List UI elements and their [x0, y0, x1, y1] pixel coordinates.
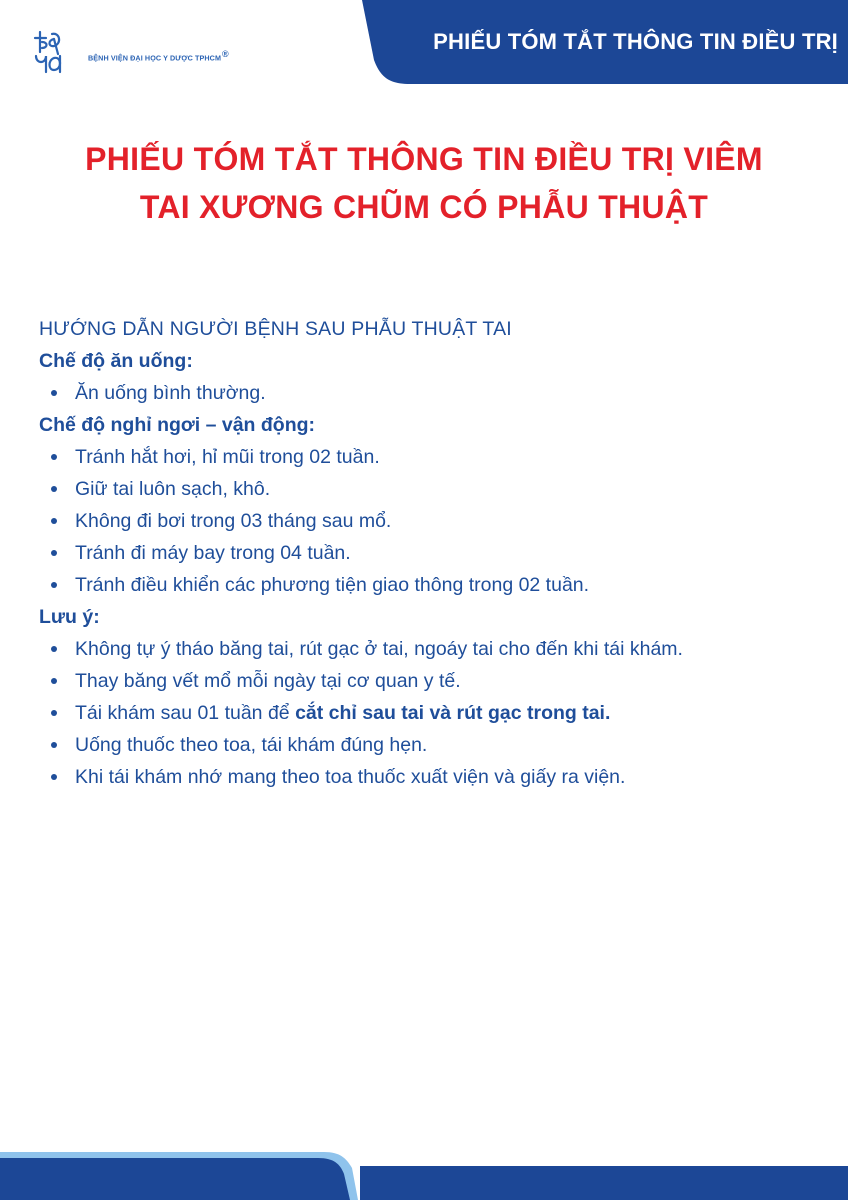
header-banner	[362, 0, 848, 84]
document-title	[40, 135, 808, 231]
list-item: Không đi bơi trong 03 tháng sau mổ.	[39, 505, 819, 537]
bullet-icon	[51, 518, 57, 524]
list-item: Uống thuốc theo toa, tái khám đúng hẹn.	[39, 729, 819, 761]
list-item: Tái khám sau 01 tuần để cắt chỉ sau tai và rút gạc trong tai.	[39, 697, 819, 729]
notes-list	[39, 633, 819, 793]
list-item: Không tự ý tháo băng tai, rút gạc ở tai, ngoáy tai cho đến khi tái khám.	[39, 633, 819, 665]
rest-list	[39, 441, 819, 601]
list-item: Ăn uống bình thường.	[39, 377, 819, 409]
diet-list	[39, 377, 819, 409]
diet-heading: Chế độ ăn uống:	[39, 350, 193, 372]
hospital-logo	[32, 26, 229, 80]
bullet-icon	[51, 646, 57, 652]
bullet-icon	[51, 550, 57, 556]
bullet-icon	[51, 390, 57, 396]
bullet-icon	[51, 774, 57, 780]
registered-mark: ®	[222, 49, 229, 60]
bullet-icon	[51, 486, 57, 492]
hospital-logo-icon	[32, 26, 86, 80]
emphasized-text: cắt chỉ sau tai và rút gạc trong tai.	[295, 702, 611, 724]
bullet-icon	[51, 710, 57, 716]
document-title-line-1: PHIẾU TÓM TẮT THÔNG TIN ĐIỀU TRỊ VIÊM	[85, 141, 763, 177]
guide-content	[39, 313, 819, 793]
bullet-icon	[51, 678, 57, 684]
list-item: Tránh điều khiển các phương tiện giao thông trong 02 tuần.	[39, 569, 819, 601]
list-item: Thay băng vết mổ mỗi ngày tại cơ quan y tế.	[39, 665, 819, 697]
rest-heading: Chế độ nghỉ ngơi – vận động:	[39, 414, 316, 436]
list-item: Giữ tai luôn sạch, khô.	[39, 473, 819, 505]
guide-heading: HƯỚNG DẪN NGƯỜI BỆNH SAU PHẪU THUẬT TAI	[39, 318, 512, 340]
document-title-line-2: TAI XƯƠNG CHŨM CÓ PHẪU THUẬT	[139, 189, 709, 225]
list-item: Tránh hắt hơi, hỉ mũi trong 02 tuần.	[39, 441, 819, 473]
notes-heading: Lưu ý:	[39, 606, 100, 628]
bullet-icon	[51, 454, 57, 460]
list-item: Tránh đi máy bay trong 04 tuần.	[39, 537, 819, 569]
footer-banner	[0, 1148, 848, 1200]
hospital-name: BỆNH VIỆN ĐẠI HỌC Y DƯỢC TPHCM®	[88, 49, 229, 63]
footer-banner-shape	[0, 1148, 848, 1200]
bullet-icon	[51, 742, 57, 748]
header-banner-title: PHIẾU TÓM TẮT THÔNG TIN ĐIỀU TRỊ	[433, 29, 838, 54]
list-item: Khi tái khám nhớ mang theo toa thuốc xuất viện và giấy ra viện.	[39, 761, 819, 793]
bullet-icon	[51, 582, 57, 588]
